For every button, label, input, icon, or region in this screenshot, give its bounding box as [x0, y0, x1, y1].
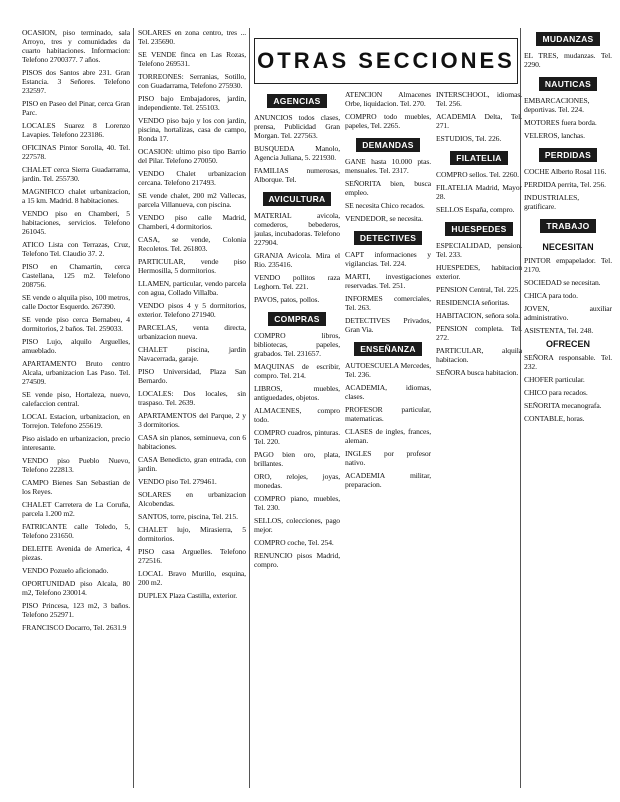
ad-item: ATICO Lista con Terrazas, Cruz, Telefono Tel. Claudio 37. 2.	[22, 240, 130, 258]
ad-item: PARCELAS, venta directa, urbanizacion nueva.	[138, 323, 246, 341]
ad-item: AUTOESCUELA Mercedes, Tel. 236.	[345, 361, 431, 379]
section-tag-avicultura: AVICULTURA	[263, 192, 332, 206]
ad-item: SOCIEDAD se necesitan.	[524, 278, 601, 287]
ad-item: ACADEMIA Delta, Tel. 271.	[436, 112, 522, 130]
section-tag-agencias: AGENCIAS	[267, 94, 326, 108]
ad-item: CHICO para recados.	[524, 388, 588, 397]
column-1	[22, 28, 130, 788]
ad-item: PISO en Paseo del Pinar, cerca Gran Parc.	[22, 99, 130, 117]
ad-item: EL TRES, mudanzas. Tel. 2290.	[524, 51, 612, 69]
ad-item: SEÑORA busca habitacion.	[436, 368, 519, 377]
ad-item: CASA sin planos, seminueva, con 6 habitaciones.	[138, 433, 246, 451]
ad-item: SANTOS, torre, piscina, Tel. 215.	[138, 512, 238, 521]
ad-item: ORO, relojes, joyas, monedas.	[254, 472, 340, 490]
ad-item: ACADEMIA, idiomas, clases.	[345, 383, 431, 401]
ad-item: APARTAMENTOS del Parque, 2 y 3 dormitorios.	[138, 411, 246, 429]
ad-item: PENSION Central, Tel. 225.	[436, 285, 521, 294]
ad-item: COMPRO todo muebles, papeles, Tel. 2265.	[345, 112, 431, 130]
ad-item: VENDO piso Pueblo Nuevo, Telefono 222813.	[22, 456, 130, 474]
ad-item: CAPT informaciones y vigilancias. Tel. 224.	[345, 250, 431, 268]
ad-item: COMPRO cuadros, pinturas. Tel. 220.	[254, 428, 340, 446]
ad-item: PISO Princesa, 123 m2, 3 baños. Telefono 252971.	[22, 601, 130, 619]
ad-item: COMPRO libros, bibliotecas, papeles, grabados. Tel. 231657.	[254, 331, 340, 358]
ad-item: OCASION: ultimo piso tipo Barrio del Pilar. Telefono 270050.	[138, 147, 246, 165]
ad-item: JOVEN, auxiliar administrativo.	[524, 304, 612, 322]
ad-item: SELLOS, colecciones, pago mejor.	[254, 516, 340, 534]
ad-item: CHICA para todo.	[524, 291, 578, 300]
ad-item: CHALET cerca Sierra Guadarrama, jardin. Tel. 255730.	[22, 165, 130, 183]
column-rule	[133, 28, 134, 788]
classified-page	[22, 28, 612, 788]
section-tag-ensenanza: ENSEÑANZA	[354, 342, 422, 356]
column-2	[138, 28, 246, 788]
ad-item: MOTORES fuera borda.	[524, 118, 597, 127]
ad-item: CHALET Carretera de La Coruña, parcela 1.200 m2.	[22, 500, 130, 518]
ad-item: PISO Universidad, Plaza San Bernardo.	[138, 367, 246, 385]
ad-item: BUSQUEDA Manolo, Agencia Juliana, 5. 221930.	[254, 144, 340, 162]
ad-item: VENDO Chalet urbanizacion cercana. Telefono 217493.	[138, 169, 246, 187]
ad-item: ACADEMIA militar, preparacion.	[345, 471, 431, 489]
column-4	[345, 90, 431, 788]
ad-item: CASA, se vende, Colonia Recoletos. Tel. 261803.	[138, 235, 246, 253]
ad-item: ANUNCIOS todos clases, prensa, Publicidad Gran Morgan. Tel. 227563.	[254, 113, 340, 140]
ad-item: PISO Lujo, alquilo Arguelles, amueblado.	[22, 337, 130, 355]
ad-item: COCHE Alberto Rosal 116.	[524, 167, 607, 176]
ad-item: SE VENDE finca en Las Rozas, Telefono 269531.	[138, 50, 246, 68]
ad-item: DETECTIVES Privados, Gran Via.	[345, 316, 431, 334]
column-3	[254, 90, 340, 788]
ad-item: VENDO Pozuelo aficionado.	[22, 566, 109, 575]
section-tag-huespedes: HUESPEDES	[445, 222, 512, 236]
section-tag-filatelia: FILATELIA	[450, 151, 508, 165]
ad-item: SEÑORITA mecanografa.	[524, 401, 602, 410]
ad-item: PISO casa Arguelles. Telefono 272516.	[138, 547, 246, 565]
section-tag-trabajo: TRABAJO	[540, 219, 595, 233]
ad-item: SEÑORA responsable. Tel. 232.	[524, 353, 612, 371]
ad-item: SOLARES en urbanizacion Alcobendas.	[138, 490, 246, 508]
ad-item: SELLOS España, compro.	[436, 205, 515, 214]
ad-item: RENUNCIO pisos Madrid, compro.	[254, 551, 340, 569]
ad-item: VENDO piso Tel. 279461.	[138, 477, 217, 486]
ad-item: HABITACION, señora sola.	[436, 311, 520, 320]
section-tag-mudanzas: MUDANZAS	[536, 32, 599, 46]
subheading-necesitan: NECESITAN	[542, 242, 594, 252]
ad-item: PISO bajo Embajadores, jardin, independiente. Tel. 255103.	[138, 94, 246, 112]
ad-item: LOCALES: Dos locales, sin traspaso. Tel. 2639.	[138, 389, 246, 407]
ad-item: LLAMEN, particular, vendo parcela con agua, Collado Villalba.	[138, 279, 246, 297]
ad-item: CAMPO Bienes San Sebastian de los Reyes.	[22, 478, 130, 496]
ad-item: ALMACENES, compro todo.	[254, 406, 340, 424]
ad-item: SEÑORITA bien, busca empleo.	[345, 179, 431, 197]
ad-item: MATERIAL avicola, comederos, bebederos, jaulas, incubadoras. Telefono 227904.	[254, 211, 340, 247]
ad-item: CHALET piscina, jardin Navacerrada, garaje.	[138, 345, 246, 363]
section-tag-detectives: DETECTIVES	[354, 231, 422, 245]
column-6	[524, 28, 612, 788]
ad-item: VENDEDOR, se necesita.	[345, 214, 423, 223]
ad-item: INTERSCHOOL, idiomas. Tel. 256.	[436, 90, 522, 108]
ad-item: HUESPEDES, habitacion exterior.	[436, 263, 522, 281]
ad-item: SE vende o alquila piso, 100 metros, calle Doctor Esquerdo. 267390.	[22, 293, 130, 311]
section-tag-nauticas: NAUTICAS	[539, 77, 597, 91]
ad-item: PISO en Chamartin, cerca Castellana, 125 m2. Telefono 208756.	[22, 262, 130, 289]
ad-item: INFORMES comerciales, Tel. 263.	[345, 294, 431, 312]
section-tag-compras: COMPRAS	[268, 312, 326, 326]
ad-item: TORREONES: Serranias, Sotillo, con Guadarrama, Telefono 275930.	[138, 72, 246, 90]
ad-item: PENSION completa. Tel. 272.	[436, 324, 522, 342]
ad-item: INGLES por profesor nativo.	[345, 449, 431, 467]
section-tag-demandas: DEMANDAS	[356, 138, 420, 152]
ad-item: PISOS dos Santos abre 231. Gran Estancia. 3 Señores. Telefono 232597.	[22, 68, 130, 95]
ad-item: FILATELIA Madrid, Mayor 28.	[436, 183, 522, 201]
ad-item: MAQUINAS de escribir, compro. Tel. 214.	[254, 362, 340, 380]
ad-item: PERDIDA perrita, Tel. 256.	[524, 180, 606, 189]
ad-item: OPORTUNIDAD piso Alcala, 80 m2, Telefono 230014.	[22, 579, 130, 597]
ad-item: SE necesita Chico recados.	[345, 201, 425, 210]
ad-item: FAMILIAS numerosas, Alborque. Tel.	[254, 166, 340, 184]
ad-item: PROFESOR particular, matematicas.	[345, 405, 431, 423]
ad-item: INDUSTRIALES, gratificare.	[524, 193, 580, 211]
ad-item: APARTAMENTO Bruto centro Alcala, urbanizacion Las Paso. Tel. 274509.	[22, 359, 130, 386]
ad-item: ESPECIALIDAD, pension. Tel. 233.	[436, 241, 522, 259]
ad-item: FRANCISCO Docarro, Tel. 2631.9	[22, 623, 127, 632]
ad-item: DELEITE Avenida de America, 4 piezas.	[22, 544, 130, 562]
ad-item: GANE hasta 10.000 ptas. mensuales. Tel. 2317.	[345, 157, 431, 175]
ad-item: PAGO bien oro, plata, brillantes.	[254, 450, 340, 468]
column-rule	[249, 28, 250, 788]
ad-item: OCASION, piso terminado, sala Arroyo, tres y comunidades da cuarto habitaciones. Informacion: Telefono 2700377. 7 años.	[22, 28, 130, 64]
ad-item: OFICINAS Pintor Sorolla, 40. Tel. 227578.	[22, 143, 130, 161]
section-header	[254, 38, 518, 84]
page-title: OTRAS SECCIONES	[257, 48, 515, 73]
ad-item: CHALET lujo, Mirasierra, 5 dormitorios.	[138, 525, 246, 543]
ad-item: VENDO piso en Chamberi, 5 habitaciones, servicios. Telefono 261045.	[22, 209, 130, 236]
ad-item: SE vende piso cerca Bernabeu, 4 dormitorios, 2 baños. Tel. 259033.	[22, 315, 130, 333]
ad-item: PARTICULAR, vende piso Hermosilla, 5 dormitorios.	[138, 257, 246, 275]
ad-item: COMPRO piano, muebles, Tel. 230.	[254, 494, 340, 512]
ad-item: ASISTENTA, Tel. 248.	[524, 326, 594, 335]
ad-item: SE vende chalet, 200 m2 Vallecas, parcela Villanueva, con piscina.	[138, 191, 246, 209]
ad-item: VELEROS, lanchas.	[524, 131, 585, 140]
ad-item: GRANJA Avicola. Mira el Rio. 235416.	[254, 251, 340, 269]
ad-item: PAVOS, patos, pollos.	[254, 295, 320, 304]
ad-item: SOLARES en zona centro, tres ... Tel. 235690.	[138, 28, 246, 46]
column-5	[436, 90, 522, 788]
ad-item: CLASES de ingles, frances, aleman.	[345, 427, 431, 445]
ad-item: RESIDENCIA señoritas.	[436, 298, 510, 307]
ad-item: CHOFER particular.	[524, 375, 585, 384]
ad-item: ATENCION Almacenes Orbe, liquidacion. Tel. 270.	[345, 90, 431, 108]
ad-item: CONTABLE, horas.	[524, 414, 585, 423]
ad-item: VENDO pollitos raza Leghorn. Tel. 221.	[254, 273, 340, 291]
ad-item: CASA Benedicto, gran entrada, con jardin.	[138, 455, 246, 473]
ad-item: MARTI, investigaciones reservadas. Tel. 251.	[345, 272, 431, 290]
ad-item: LOCAL Estacion, urbanizacion, en Torrejon. Telefono 255619.	[22, 412, 130, 430]
ad-item: MAGNIFICO chalet urbanizacion, a 15 km. Madrid. 8 habitaciones.	[22, 187, 130, 205]
ad-item: VENDO piso calle Madrid, Chamberi, 4 dormitorios.	[138, 213, 246, 231]
ad-item: EMBARCACIONES, deportivas. Tel. 224.	[524, 96, 590, 114]
subheading-ofrecen: OFRECEN	[545, 339, 590, 349]
ad-item: LOCALES Suarez 8 Lorenzo Lavapies. Telefono 223186.	[22, 121, 130, 139]
ad-item: SE vende piso, Hortaleza, nuevo, calefaccion central.	[22, 390, 130, 408]
ad-item: DUPLEX Plaza Castilla, exterior.	[138, 591, 238, 600]
ad-item: ESTUDIOS, Tel. 226.	[436, 134, 502, 143]
ad-item: LOCAL Bravo Murillo, esquina, 200 m2.	[138, 569, 246, 587]
section-tag-perdidas: PERDIDAS	[539, 148, 597, 162]
ad-item: COMPRO coche, Tel. 254.	[254, 538, 334, 547]
ad-item: PINTOR empapelador. Tel. 2170.	[524, 256, 612, 274]
ad-item: PARTICULAR, alquila habitacion.	[436, 346, 522, 364]
ad-item: COMPRO sellos. Tel. 2260.	[436, 170, 519, 179]
ad-item: VENDO pisos 4 y 5 dormitorios, exterior. Telefono 271940.	[138, 301, 246, 319]
ad-item: Piso aislado en urbanizacion, precio interesante.	[22, 434, 130, 452]
ad-item: VENDO piso bajo y los con jardin, piscina, hortalizas, casa de campo, Ronda 17.	[138, 116, 246, 143]
ad-item: FATRICANTE calle Toledo, 5, Telefono 231650.	[22, 522, 130, 540]
ad-item: LIBROS, muebles, antiguedades, objetos.	[254, 384, 340, 402]
